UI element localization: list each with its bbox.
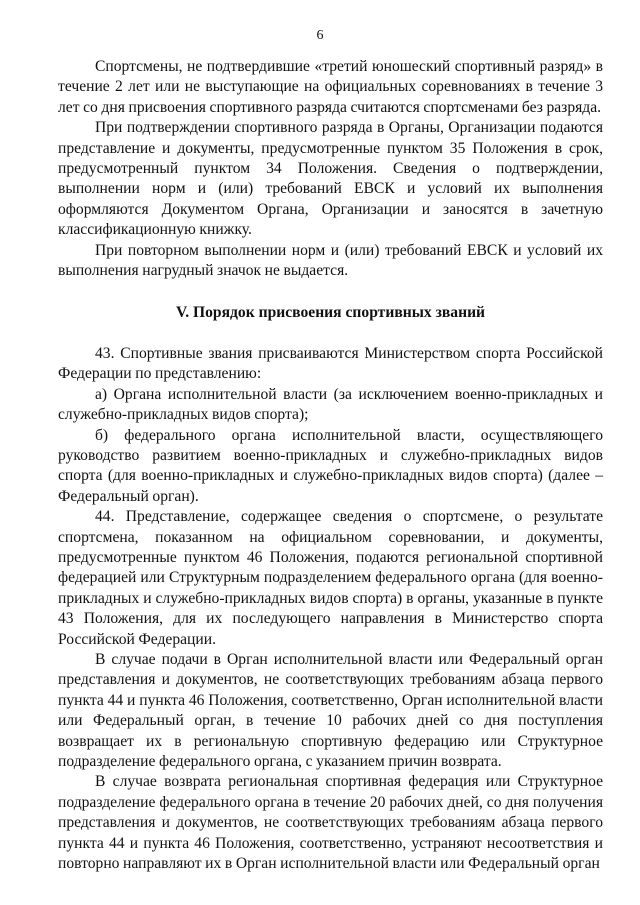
- document-body: [58, 57, 603, 874]
- paragraph-43-a: а) Органа исполнительной власти (за исключением военно-прикладных и служебно-прикладных видов спорта);: [58, 385, 603, 424]
- paragraph-rank-expiry: Спортсмены, не подтвердившие «третий юношеский спортивный разряд» в течение 2 лет или не выступающие на официальных соревнованиях в течение 3 лет со дня присвоения спортивного разряда считаются спортсменами без разряда.: [58, 58, 603, 116]
- paragraph-resubmission: В случае возврата региональная спортивная федерация или Структурное подразделение федерального органа в течение 20 рабочих дней, со дня получения представления и документов, не соответствующих требованиям абзаца первого пункта 44 и пункта 46 Положения, соответственно, устраняют несоответствия и повторно направляют их в Орган исполнительной власти или Федеральный орган: [58, 773, 603, 873]
- section-heading: V. Порядок присвоения спортивных званий: [175, 304, 486, 322]
- paragraph-return-case: В случае подачи в Орган исполнительной власти или Федеральный орган представления и документов, не соответствующих требованиям абзаца первого пункта 44 и пункта 46 Положения, соответственно, Орган исполнительной власти или Федеральный орган, в течение 10 рабочих дней со дня поступления возвращает их в региональную спортивную федерацию или Структурное подразделение федерального органа, с указанием причин возврата.: [58, 650, 603, 770]
- paragraph-rank-confirmation: При подтверждении спортивного разряда в Органы, Организации подаются представление и документы, предусмотренные пунктом 35 Положения в срок, предусмотренный пунктом 34 Положения. Сведения о подтверждении, выполнении норм и (или) требований ЕВСК и условий их выполнения оформляются Документом Органа, Организации и заносятся в зачетную классификационную книжку.: [58, 119, 603, 239]
- page-number: 6: [316, 28, 324, 43]
- paragraph-43-b: б) федерального органа исполнительной власти, осуществляющего руководство развитием военно-прикладных и служебно-прикладных видов спорта (для военно-прикладных и служебно-прикладных видов спорта) (далее – Федеральный орган).: [58, 426, 603, 505]
- paragraph-44: 44. Представление, содержащее сведения о спортсмене, о результате спортсмена, показанном на официальном соревновании, и документы, предусмотренные пунктом 46 Положения, подаются региональной спортивной федерацией или Структурным подразделением федерального органа (для военно-прикладных и служебно-прикладных видов спорта) в органы, указанные в пункте 43 Положения, для их последующего направления в Министерство спорта Российской Федерации.: [58, 508, 603, 648]
- paragraph-repeat-fulfillment: При повторном выполнении норм и (или) требований ЕВСК и условий их выполнения нагрудный значок не выдается.: [58, 241, 603, 280]
- paragraph-43: 43. Спортивные звания присваиваются Министерством спорта Российской Федерации по представлению:: [58, 344, 603, 383]
